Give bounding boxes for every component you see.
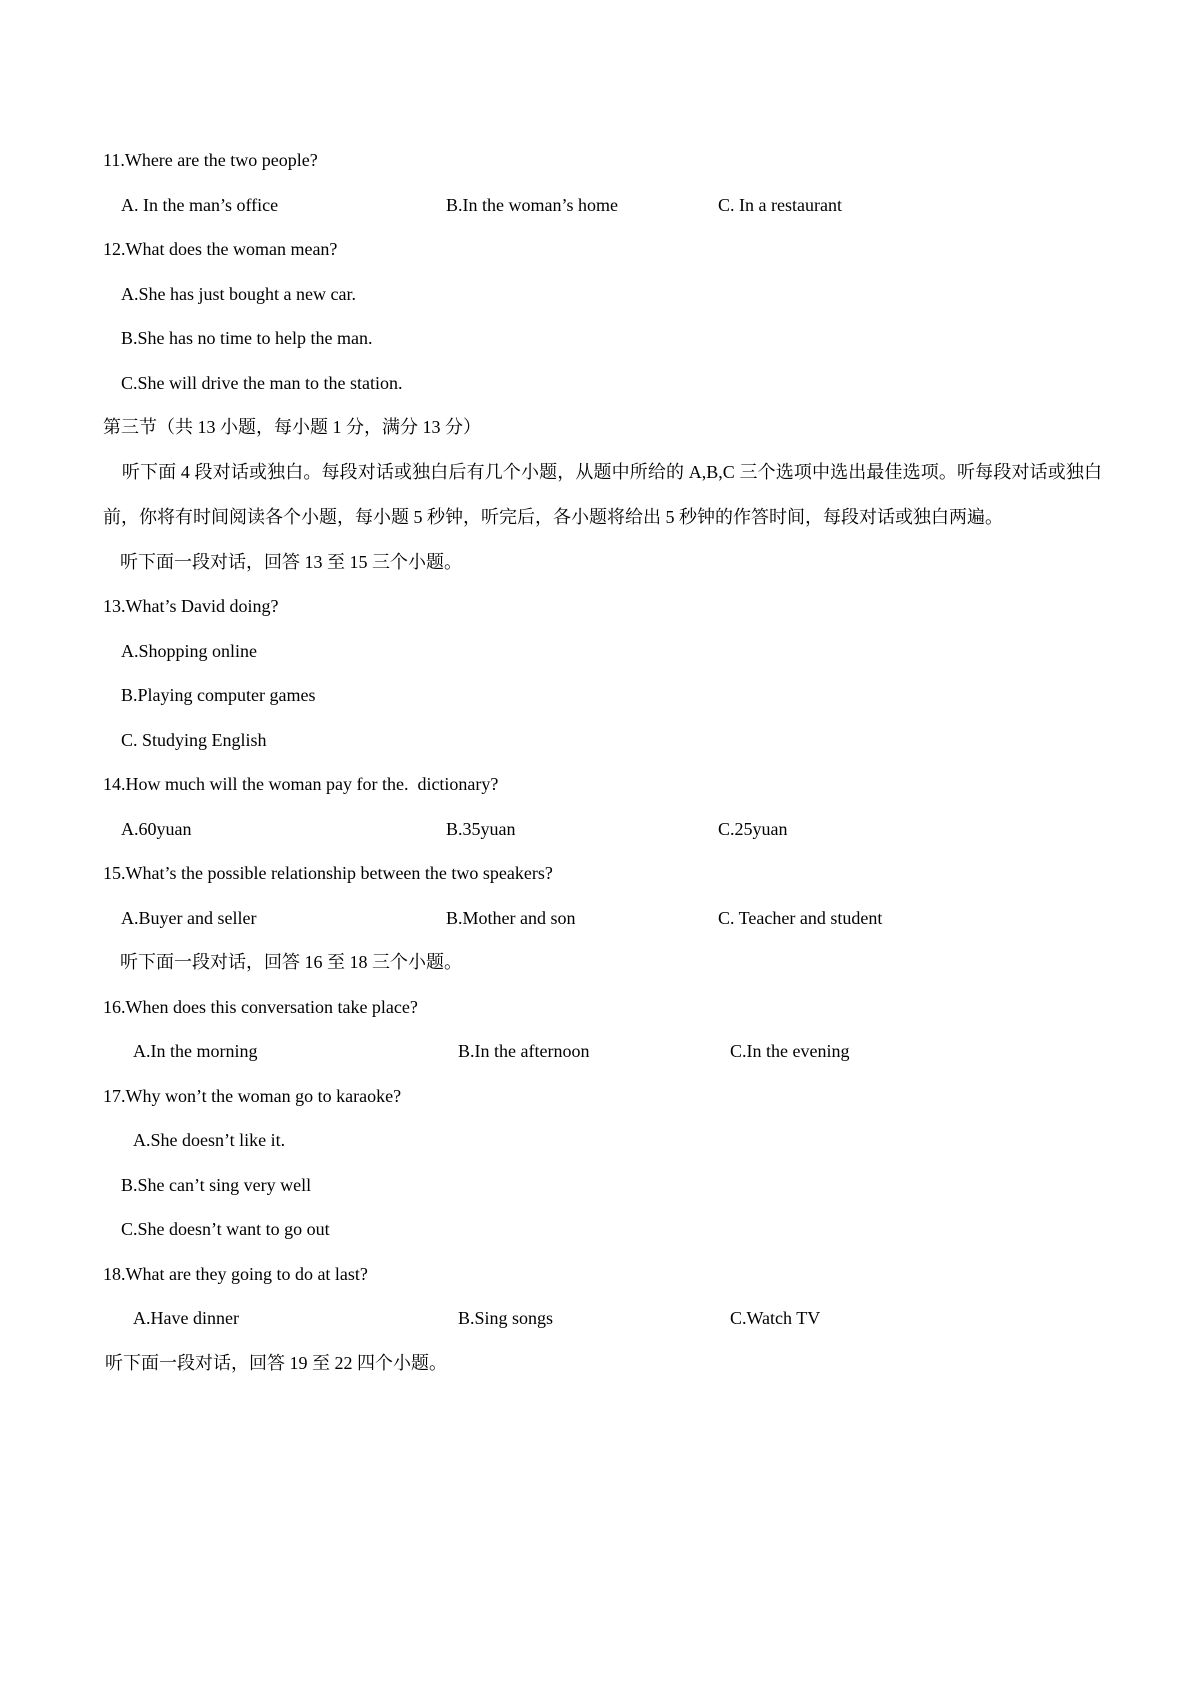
question-text: 15.What’s the possible relationship between the two speakers?	[103, 863, 553, 883]
option-c: C.In the evening	[730, 1041, 850, 1061]
option-b: B.Sing songs	[458, 1308, 554, 1328]
option-b: B.Mother and son	[446, 907, 576, 928]
instructions-paragraph: 听下面 4 段对话或独白。每段对话或独白后有几个小题，从题中所给的 A,B,C 三个选项中选出最佳选项。听每段对话或独白前，你将有时间阅读各个小题，每小题 5 秒钟，听完后，各小题将给出 5 秒钟的作答时间，每段对话或独白两遍。	[103, 461, 1102, 527]
option-text: B.She has no time to help the man.	[121, 328, 373, 348]
option-c: C.25yuan	[718, 818, 788, 839]
question-text: 14.How much will the woman pay for the. dictionary?	[103, 774, 499, 794]
option-text: B.Playing computer games	[121, 685, 316, 705]
dialog-prompt: 听下面一段对话，回答 16 至 18 三个小题。	[120, 952, 462, 972]
options-row	[103, 896, 1102, 941]
option-text: A.She has just bought a new car.	[121, 283, 356, 304]
section-heading: 第三节（共 13 小题，每小题 1 分，满分 13 分）	[103, 417, 481, 437]
options-row	[103, 1029, 1102, 1074]
options-row	[103, 183, 1102, 228]
option-b: B.35yuan	[446, 818, 516, 839]
dialog-prompt: 听下面一段对话，回答 13 至 15 三个小题。	[120, 551, 462, 572]
option-text: C.She will drive the man to the station.	[121, 372, 403, 393]
options-row	[103, 807, 1102, 852]
option-a: A.Have dinner	[133, 1308, 239, 1328]
option-a: A. In the man’s office	[121, 194, 279, 215]
question-text: 18.What are they going to do at last?	[103, 1263, 368, 1284]
option-c: C. In a restaurant	[718, 194, 842, 215]
option-c: C. Teacher and student	[718, 907, 883, 928]
option-b: B.In the woman’s home	[446, 194, 618, 215]
option-text: A.Shopping online	[121, 640, 258, 661]
option-text: A.She doesn’t like it.	[133, 1130, 286, 1150]
options-row	[103, 1296, 1102, 1341]
question-text: 11.Where are the two people?	[103, 150, 318, 170]
question-text: 13.What’s David doing?	[103, 596, 279, 616]
option-text: C.She doesn’t want to go out	[121, 1219, 330, 1239]
option-c: C.Watch TV	[730, 1308, 821, 1328]
option-a: A.Buyer and seller	[121, 907, 257, 928]
question-text: 12.What does the woman mean?	[103, 239, 338, 259]
question-text: 16.When does this conversation take place?	[103, 996, 418, 1017]
option-a: A.In the morning	[133, 1041, 258, 1061]
question-text: 17.Why won’t the woman go to karaoke?	[103, 1085, 402, 1106]
option-b: B.In the afternoon	[458, 1041, 590, 1061]
option-text: C. Studying English	[121, 729, 267, 750]
option-a: A.60yuan	[121, 818, 192, 839]
dialog-prompt: 听下面一段对话，回答 19 至 22 四个小题。	[105, 1352, 447, 1373]
option-text: B.She can’t sing very well	[121, 1174, 312, 1195]
